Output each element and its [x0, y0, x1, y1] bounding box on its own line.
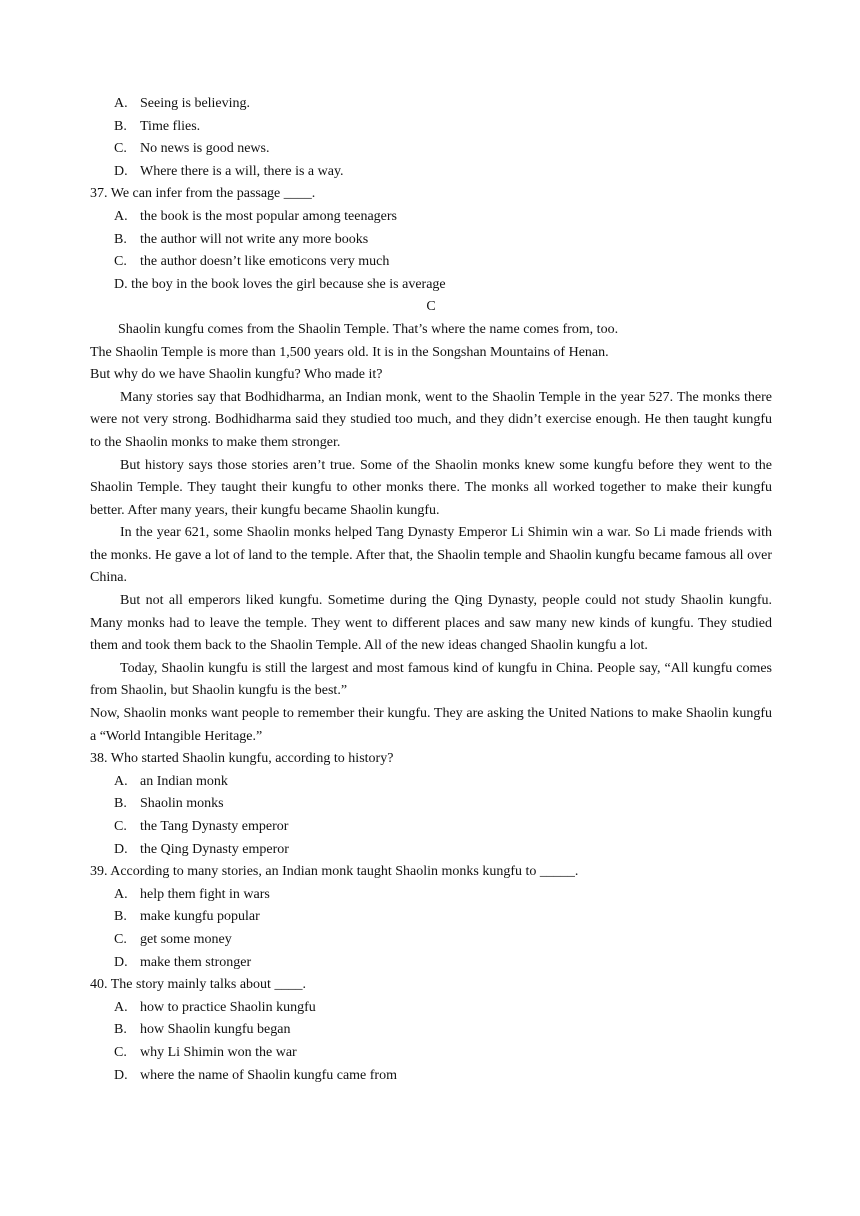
question-40	[90, 974, 772, 1087]
option-text: the book is the most popular among teenagers	[140, 208, 397, 224]
option-letter: A.	[114, 886, 128, 902]
option-a	[90, 771, 772, 794]
option-letter: D.	[114, 841, 128, 857]
option-letter: D.	[114, 163, 128, 179]
option-letter: C.	[114, 141, 127, 157]
option-text: why Li Shimin won the war	[140, 1044, 297, 1060]
option-letter: B.	[114, 231, 127, 247]
option-letter: A.	[114, 999, 128, 1015]
question-38	[90, 748, 772, 861]
option-d	[90, 952, 772, 975]
option-d: D. the boy in the book loves the girl because she is average	[114, 276, 446, 292]
option-letter: D.	[114, 954, 128, 970]
passage-paragraph: Today, Shaolin kungfu is still the largest and most famous kind of kungfu in China. People say, “All kungfu comes from Shaolin, but Shaolin kungfu is the best.”	[90, 660, 772, 699]
option-text: Seeing is believing.	[140, 96, 251, 111]
option-text: an Indian monk	[140, 773, 228, 789]
option-text: where the name of Shaolin kungfu came from	[140, 1067, 397, 1083]
option-letter: A.	[114, 208, 128, 224]
question-stem: 37. We can infer from the passage ____.	[90, 186, 316, 202]
option-b	[90, 1019, 772, 1042]
q36-options	[90, 93, 772, 183]
option-a	[90, 997, 772, 1020]
option-letter: C.	[114, 931, 127, 947]
option-text: how Shaolin kungfu began	[140, 1022, 291, 1038]
option-b	[90, 229, 772, 252]
option-letter: D.	[114, 1067, 128, 1083]
passage-paragraph: Many stories say that Bodhidharma, an Indian monk, went to the Shaolin Temple in the year 527. The monks there were not very strong. Bodhidharma said they studied too much, and they didn’t exercise enough. He then taught kungfu to the Shaolin monks to make them stronger.	[90, 389, 772, 450]
option-text: make them stronger	[140, 954, 252, 970]
option-letter: B.	[114, 1022, 127, 1038]
passage-heading: C	[426, 299, 436, 315]
option-letter: A.	[114, 96, 128, 111]
option-text: get some money	[140, 931, 232, 947]
option-letter: B.	[114, 909, 127, 925]
passage-paragraph: In the year 621, some Shaolin monks helped Tang Dynasty Emperor Li Shimin win a war. So Li made friends with the monks. He gave a lot of land to the temple. After that, the Shaolin temple and Shaolin kungfu became famous all over China.	[90, 525, 772, 586]
option-text: No news is good news.	[140, 141, 270, 157]
question-stem: 40. The story mainly talks about ____.	[90, 977, 306, 993]
option-text: the author will not write any more books	[140, 231, 369, 247]
passage-paragraph: Shaolin kungfu comes from the Shaolin Temple. That’s where the name comes from, too.	[118, 321, 619, 337]
option-c	[90, 251, 772, 274]
option-d	[90, 161, 772, 184]
passage-paragraph: Now, Shaolin monks want people to remember their kungfu. They are asking the United Nations to make Shaolin kungfu a “World Intangible Heritage.”	[90, 706, 772, 744]
option-text: help them fight in wars	[140, 886, 270, 902]
option-a	[90, 93, 772, 116]
option-text: how to practice Shaolin kungfu	[140, 999, 316, 1015]
option-text: the Qing Dynasty emperor	[140, 841, 289, 857]
option-b	[90, 793, 772, 816]
option-letter: C.	[114, 819, 127, 834]
exam-page	[90, 93, 772, 1087]
passage-paragraph: But history says those stories aren’t true. Some of the Shaolin monks knew some kungfu before they went to the Shaolin Temple. They taught their kungfu to other monks there. The monks all worked together to make their kungfu better. After many years, their kungfu became Shaolin kungfu.	[90, 457, 772, 518]
question-37	[90, 183, 772, 296]
option-text: Where there is a will, there is a way.	[140, 163, 344, 179]
option-d	[90, 839, 772, 862]
passage-c	[90, 296, 772, 748]
option-letter: B.	[114, 118, 127, 134]
option-letter: B.	[114, 796, 127, 812]
option-text: make kungfu popular	[140, 909, 260, 925]
option-b	[90, 906, 772, 929]
option-a	[90, 884, 772, 907]
option-text: Time flies.	[140, 118, 201, 134]
passage-paragraph: But why do we have Shaolin kungfu? Who made it?	[90, 367, 383, 383]
question-stem: 38. Who started Shaolin kungfu, according to history?	[90, 751, 394, 767]
option-c	[90, 816, 772, 839]
option-a	[90, 206, 772, 229]
option-c	[90, 1042, 772, 1065]
passage-paragraph: But not all emperors liked kungfu. Sometime during the Qing Dynasty, people could not study Shaolin kungfu. Many monks had to leave the temple. They went to different places and saw many new kinds of kungfu. They studied them and took them back to the Shaolin Temple. All of the new ideas changed Shaolin kungfu a lot.	[90, 593, 772, 654]
option-d	[90, 1065, 772, 1088]
option-text: Shaolin monks	[140, 796, 224, 812]
option-letter: A.	[114, 773, 128, 789]
passage-paragraph: The Shaolin Temple is more than 1,500 years old. It is in the Songshan Mountains of Henan.	[90, 344, 609, 360]
option-c	[90, 929, 772, 952]
option-c	[90, 138, 772, 161]
option-text: the author doesn’t like emoticons very much	[140, 254, 390, 270]
option-text: the Tang Dynasty emperor	[140, 819, 289, 834]
option-b	[90, 116, 772, 139]
question-39	[90, 861, 772, 974]
option-letter: C.	[114, 254, 127, 270]
question-stem: 39. According to many stories, an Indian monk taught Shaolin monks kungfu to _____.	[90, 864, 579, 880]
option-letter: C.	[114, 1044, 127, 1060]
